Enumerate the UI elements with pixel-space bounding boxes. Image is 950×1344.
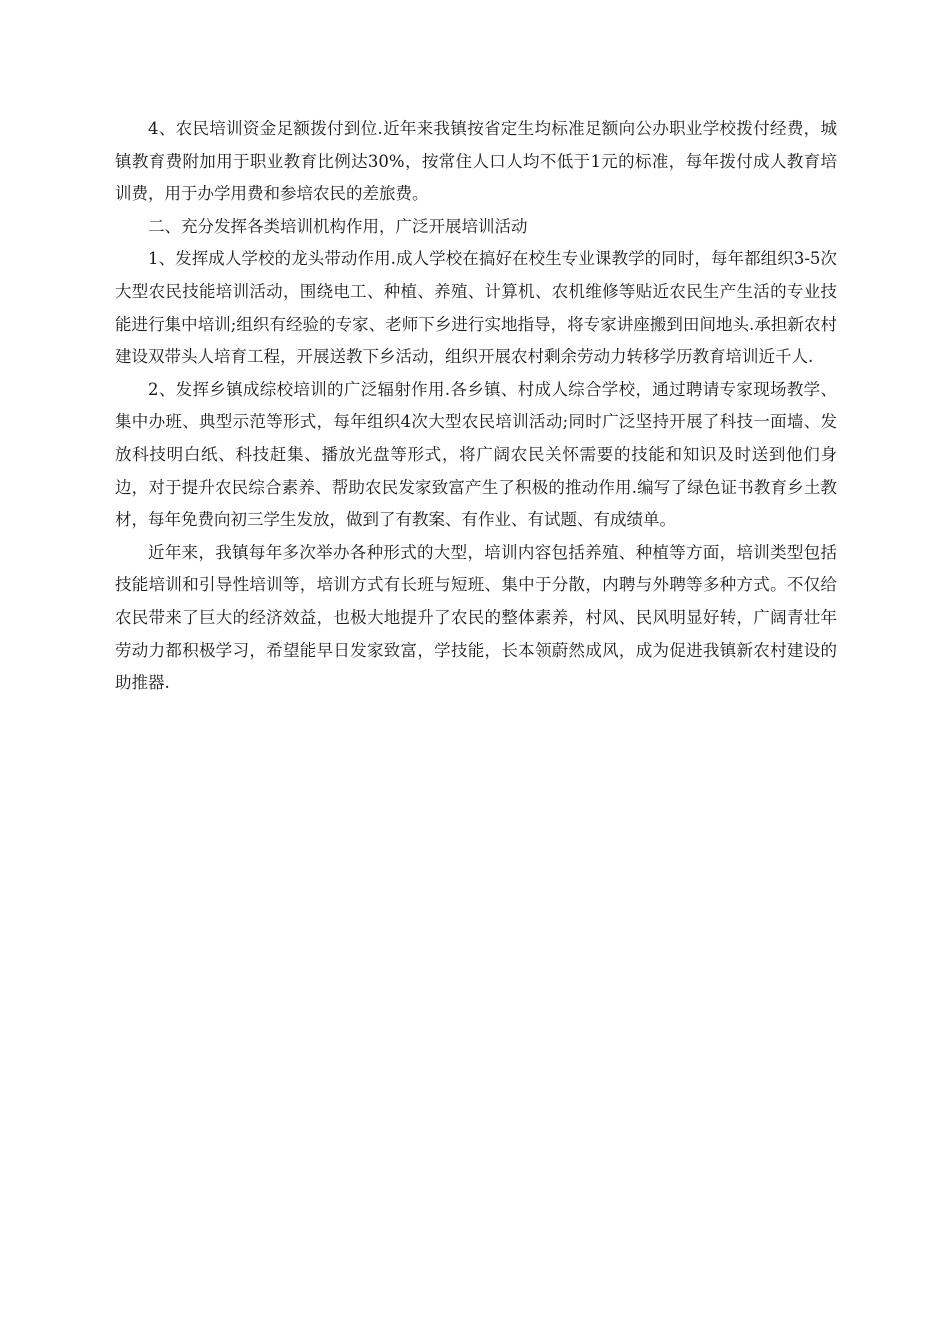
document-body xyxy=(115,113,837,700)
paragraph-summary: 近年来，我镇每年多次举办各种形式的大型，培训内容包括养殖、种植等方面，培训类型包括技能培训和引导性培训等，培训方式有长班与短班、集中于分散，内聘与外聘等多种方式。不仅给农民带来了巨大的经济效益，也极大地提升了农民的整体素养，村风、民风明显好转，广阔青壮年劳动力都积极学习，希望能早日发家致富，学技能，长本领蔚然成风，成为促进我镇新农村建设的助推器. xyxy=(115,542,837,693)
section-heading-training-institutions: 二、充分发挥各类培训机构作用，广泛开展培训活动 xyxy=(148,216,528,236)
paragraph-funding: 4、农民培训资金足额拨付到位.近年来我镇按省定生均标准足额向公办职业学校拨付经费，城镇教育费附加用于职业教育比例达30%，按常住人口人均不低于1元的标准，每年拨付成人教育培训费，用于办学用费和参培农民的差旅费。 xyxy=(115,119,837,204)
paragraph-township-schools: 2、发挥乡镇成综校培训的广泛辐射作用.各乡镇、村成人综合学校，通过聘请专家现场教学、集中办班、典型示范等形式，每年组织4次大型农民培训活动;同时广泛坚持开展了科技一面墙、发放科技明白纸、科技赶集、播放光盘等形式，将广阔农民关怀需要的技能和知识及时送到他们身边，对于提升农民综合素养、帮助农民发家致富产生了积极的推动作用.编写了绿色证书教育乡土教材，每年免费向初三学生发放，做到了有教案、有作业、有试题、有成绩单。 xyxy=(115,379,837,530)
paragraph-adult-school: 1、发挥成人学校的龙头带动作用.成人学校在搞好在校生专业课教学的同时，每年都组织3-5次大型农民技能培训活动，围绕电工、种植、养殖、计算机、农机维修等贴近农民生产生活的专业技能进行集中培训;组织有经验的专家、老师下乡进行实地指导，将专家讲座搬到田间地头.承担新农村建设双带头人培育工程，开展送教下乡活动，组织开展农村剩余劳动力转移学历教育培训近千人. xyxy=(115,249,837,367)
